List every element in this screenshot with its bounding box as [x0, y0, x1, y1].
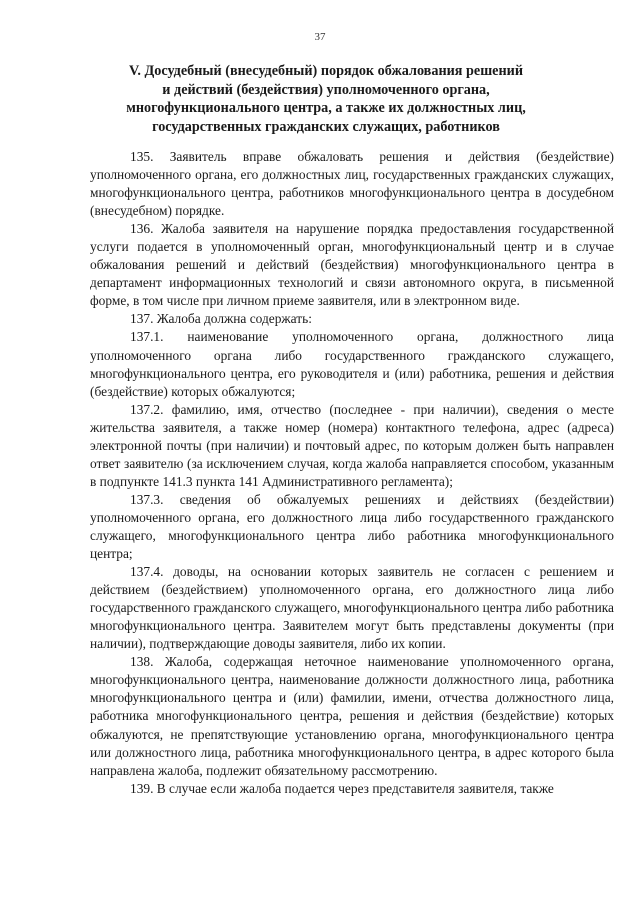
page-number: 37: [314, 31, 326, 43]
section-heading: [96, 62, 556, 136]
paragraph-137-4: 137.4. доводы, на основании которых заявитель не согласен с решением и действием (бездействием) уполномоченного органа, его должностного лица либо государственного гражданского служащего, многофункционального центра либо работника многофункционального центра. Заявителем могут быть представлены документы (при наличии), подтверждающие доводы заявителя, либо их копии.: [90, 564, 614, 652]
heading-line: V. Досудебный (внесудебный) порядок обжалования решений: [129, 63, 523, 79]
paragraph-137-2: 137.2. фамилию, имя, отчество (последнее - при наличии), сведения о месте жительства заявителя, а также номер (номера) контактного телефона, адрес (адреса) электронной почты (при наличии) и почтовый адрес, по которым должен быть направлен ответ заявителю (за исключением случая, когда жалоба направляется способом, указанным в подпункте 141.3 пункта 141 Административного регламента);: [90, 401, 614, 489]
heading-line: и действий (бездействия) уполномоченного органа,: [162, 81, 490, 98]
heading-line: многофункционального центра, а также их должностных лиц,: [126, 100, 526, 116]
paragraph-137-3: 137.3. сведения об обжалуемых решениях и действиях (бездействии) уполномоченного органа, его должностного лица либо государственного гражданского служащего, многофункционального центра либо работника многофункционального центра;: [90, 491, 614, 562]
document-body: [90, 148, 614, 798]
paragraph-136: 136. Жалоба заявителя на нарушение порядка предоставления государственной услуги подается в уполномоченный орган, многофункциональный центр и в случае обжалования решений и действий (бездействия) многофункционального центра в департамент информационных технологий и связи автономного округа, в письменной форме, в том числе при личном приеме заявителя, или в электронном виде.: [90, 221, 614, 309]
paragraph-138: 138. Жалоба, содержащая неточное наименование уполномоченного органа, многофункционального центра, наименование должности должностного лица, работника многофункционального центра и (или) фамилии, имени, отчества должностного лица, работника многофункционального центра, решения и действия (бездействие) которых обжалуются, не препятствующие установлению органа, многофункционального центра или должностного лица, работника многофункционального центра, в адрес которого была направлена жалоба, подлежит обязательному рассмотрению.: [90, 654, 614, 778]
paragraph-137: 137. Жалоба должна содержать:: [130, 311, 312, 327]
heading-line: государственных гражданских служащих, работников: [152, 118, 500, 135]
paragraph-137-1: 137.1. наименование уполномоченного органа, должностного лица уполномоченного органа либо государственного гражданского служащего, многофункционального центра, его руководителя и (или) работника, решения и действия (бездействие) которых обжалуются;: [90, 329, 614, 399]
paragraph-135: 135. Заявитель вправе обжаловать решения и действия (бездействие) уполномоченного органа, его должностных лиц, государственных гражданских служащих, многофункционального центра, работников многофункционального центра в досудебном (внесудебном) порядке.: [90, 149, 614, 219]
paragraph-139: 139. В случае если жалоба подается через представителя заявителя, также: [130, 780, 554, 796]
